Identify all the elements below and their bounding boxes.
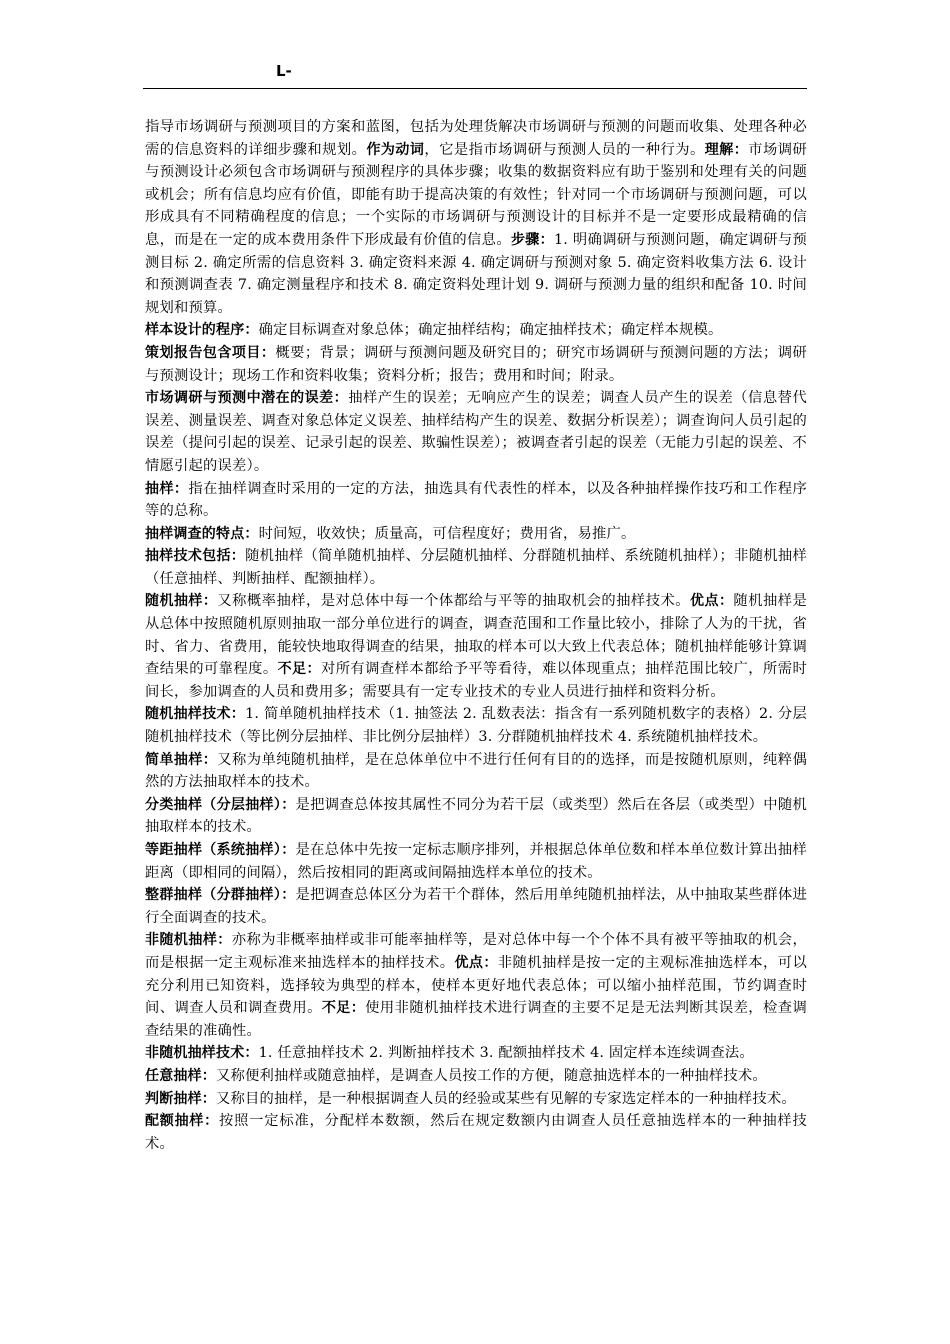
paragraph-stratified-sampling: 分类抽样（分层抽样）：是把调查总体按其属性不同分为若干层（或类型）然后在各层（或类型）中随机抽取样本的技术。	[145, 796, 808, 836]
header-rule	[143, 88, 807, 89]
paragraph-sampling: 抽样：指在抽样调查时采用的一定的方法，抽选具有代表性的样本，以及各种抽样操作技巧和工作程序等的总称。	[145, 480, 807, 520]
paragraph-sampling-techniques: 抽样技术包括：随机抽样（简单随机抽样、分层随机抽样、分群随机抽样、系统随机抽样）；非随机抽样（任意抽样、判断抽样、配额抽样）。	[145, 548, 807, 587]
paragraph-nonrandom-techniques: 非随机抽样技术：1. 任意抽样技术 2. 判断抽样技术 3. 配额抽样技术 4. 固定样本连续调查法。	[145, 1045, 754, 1062]
paragraph-judgment-sampling: 判断抽样：又称目的抽样，是一种根据调查人员的经验或某些有见解的专家选定样本的一种抽样技术。	[145, 1090, 796, 1107]
paragraph-potential-errors: 市场调研与预测中潜在的误差：抽样产生的误差；无响应产生的误差；调查人员产生的误差（信息替代误差、测量误差、调查对象总体定义误差、抽样结构产生的误差、数据分析误差）；调查询问人员引起的误差（提问引起的误差、记录引起的误差、欺骗性误差）；被调查者引起的误差（无能力引起的误差、不情愿引起的误差）。	[145, 390, 807, 474]
paragraph-sample-design: 样本设计的程序：确定目标调查对象总体；确定抽样结构；确定抽样技术；确定样本规模。	[145, 322, 723, 339]
paragraph-systematic-sampling: 等距抽样（系统抽样）：是在总体中先按一定标志顺序排列，并根据总体单位数和样本单位数计算出抽样距离（即相同的间隔），然后按相同的距离或间隔抽选样本单位的技术。	[145, 842, 808, 881]
paragraph-report-items: 策划报告包含项目：概要；背景；调研与预测问题及研究目的；研究市场调研与预测问题的方法；调研与预测设计；现场工作和资料收集；资料分析；报告；费用和时间；附录。	[145, 344, 807, 384]
paragraph-convenience-sampling: 任意抽样：又称便利抽样或随意抽样，是调查人员按工作的方便，随意抽选样本的一种抽样技术。	[145, 1067, 767, 1084]
paragraph-simple-sampling: 简单抽样：又称为单纯随机抽样，是在总体单位中不进行任何有目的的选择，而是按随机原则，纯粹偶然的方法抽取样本的技术。	[145, 751, 807, 791]
paragraph-random-techniques: 随机抽样技术：1. 简单随机抽样技术（1. 抽签法 2. 乱数表法：指含有一系列随机数字的表格）2. 分层随机抽样技术（等比例分层抽样、非比例分层抽样）3. 分群随机抽样技术 4. 系统随机抽样技术。	[145, 706, 807, 746]
document-body	[145, 116, 807, 1155]
paragraph-survey-features: 抽样调查的特点：时间短，收效快；质量高，可信程度好；费用省，易推广。	[145, 525, 636, 542]
header-mark: L-	[276, 62, 292, 80]
paragraph-cluster-sampling: 整群抽样（分群抽样）：是把调查总体区分为若干个群体，然后用单纯随机抽样法，从中抽取某些群体进行全面调查的技术。	[145, 887, 808, 926]
paragraph-nonrandom-sampling: 非随机抽样：亦称为非概率抽样或非可能率抽样等，是对总体中每一个个体不具有被平等抽取的机会，而是根据一定主观标准来抽选样本的抽样技术。优点：非随机抽样是按一定的主观标准抽选样本，可以充分利用已知资料，选择较为典型的样本，使样本更好地代表总体；可以缩小抽样范围，节约调查时间、调查人员和调查费用。不足：使用非随机抽样技术进行调查的主要不足是无法判断其误差，检查调查结果的准确性。	[145, 932, 808, 1039]
paragraph-quota-sampling: 配额抽样：按照一定标准，分配样本数额，然后在规定数额内由调查人员任意抽选样本的一种抽样技术。	[145, 1113, 808, 1152]
paragraph-random-sampling: 随机抽样：又称概率抽样，是对总体中每一个体都给与平等的抽取机会的抽样技术。优点：随机抽样是从总体中按照随机原则抽取一部分单位进行的调查，调查范围和工作量比较小，排除了人为的干扰，省时、省力、省费用，能较快地取得调查的结果，抽取的样本可以大致上代表总体；随机抽样能够计算调查结果的可靠程度。不足：对所有调查样本都给予平等看待，难以体现重点；抽样范围比较广，所需时间长，参加调查的人员和费用多；需要具有一定专业技术的专业人员进行抽样和资料分析。	[145, 593, 807, 700]
paragraph-design-definition: 指导市场调研与预测项目的方案和蓝图，包括为处理货解决市场调研与预测的问题而收集、处理各种必需的信息资料的详细步骤和规划。作为动词，它是指市场调研与预测人员的一种行为。理解：市场调研与预测设计必须包含市场调研与预测程序的具体步骤；收集的数据资料应有助于鉴别和处理有关的问题或机会；所有信息均应有价值，即能有助于提高决策的有效性；针对同一个市场调研与预测问题，可以形成具有不同精确程度的信息；一个实际的市场调研与预测设计的目标并不是一定要形成最精确的信息，而是在一定的成本费用条件下形成最有价值的信息。步骤：1. 明确调研与预测问题，确定调研与预测目标 2. 确定所需的信息资料 3. 确定资料来源 4. 确定调研与预测对象 5. 确定资料收集方法 6. 设计和预测调查表 7. 确定测量程序和技术 8. 确定资料处理计划 9. 调研与预测力量的组织和配备 10. 时间规划和预算。	[145, 119, 808, 316]
